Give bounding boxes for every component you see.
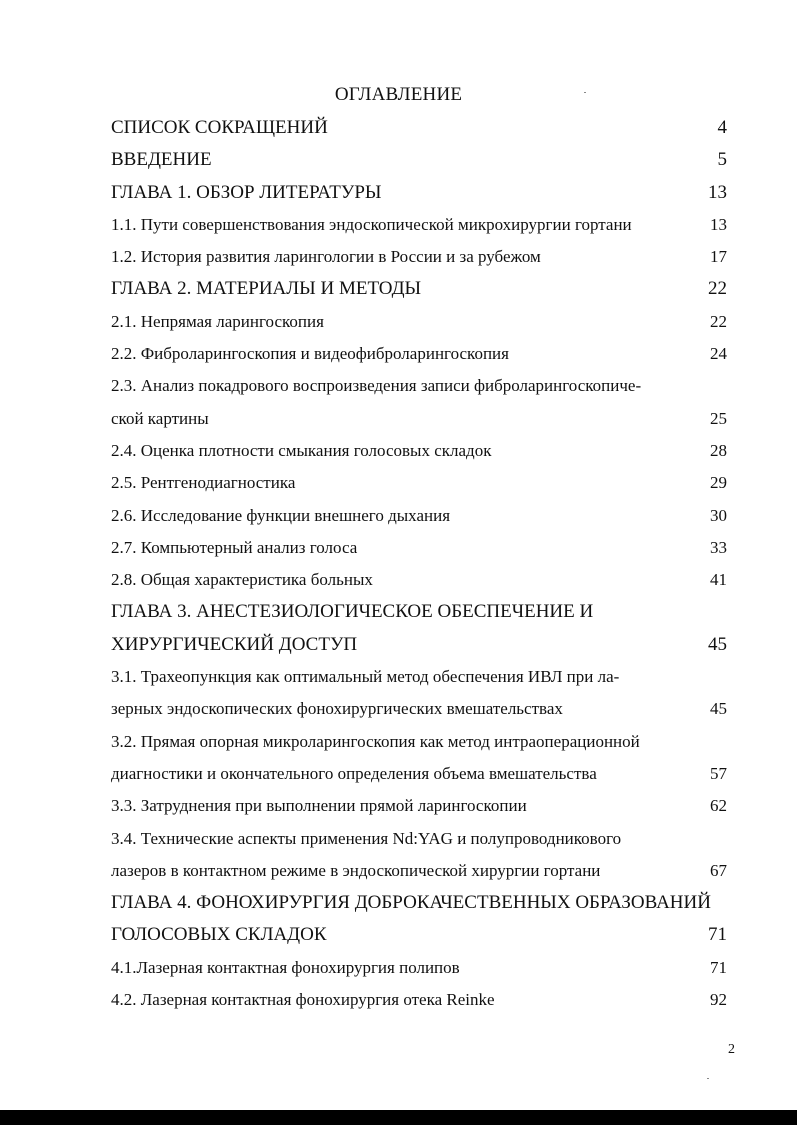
toc-row <box>111 823 727 855</box>
toc-entry-text: 1.1. Пути совершенствования эндоскопической микрохирургии гортани <box>111 214 632 234</box>
toc-entry-text: ГЛАВА 3. АНЕСТЕЗИОЛОГИЧЕСКОЕ ОБЕСПЕЧЕНИЕ И <box>111 601 594 623</box>
toc-entry-text: ХИРУРГИЧЕСКИЙ ДОСТУП <box>111 633 358 655</box>
toc-entry-page: 62 <box>710 796 727 816</box>
toc-entry-text: 2.3. Анализ покадрового воспроизведения записи фиброларингоскопиче- <box>111 376 642 396</box>
toc-row <box>111 370 727 402</box>
toc-entry-page: 25 <box>710 408 727 428</box>
toc-row <box>111 177 727 209</box>
toc-row <box>111 500 727 532</box>
toc-row <box>111 596 727 628</box>
toc-row <box>111 532 727 564</box>
toc-row <box>111 919 727 951</box>
toc-entry-text: ВВЕДЕНИЕ <box>111 149 212 171</box>
toc-entry-text: диагностики и окончательного определения объема вмешательства <box>111 763 597 783</box>
toc-entry-page: 5 <box>717 149 727 171</box>
toc-entry-text: ской картины <box>111 408 209 428</box>
toc-entry-text: СПИСОК СОКРАЩЕНИЙ <box>111 117 328 138</box>
toc-entry-page: 24 <box>710 344 727 364</box>
toc-entry-text: ГЛАВА 1. ОБЗОР ЛИТЕРАТУРЫ <box>111 181 382 203</box>
scan-speck <box>707 1078 709 1079</box>
page-number: 2 <box>728 1042 735 1057</box>
toc-entry-page: 22 <box>708 278 727 300</box>
toc-entry-page: 17 <box>710 247 727 267</box>
toc-entry-text: 2.1. Непрямая ларингоскопия <box>111 311 324 331</box>
toc-entry-text: 3.4. Технические аспекты применения Nd:YAG и полупроводникового <box>111 828 622 848</box>
toc-entry-text: 4.1.Лазерная контактная фонохирургия полипов <box>111 957 460 977</box>
toc-entry-page: 4 <box>717 117 727 138</box>
toc-row <box>111 112 727 144</box>
toc-entry-page: 57 <box>710 763 727 783</box>
toc-entry-page: 30 <box>710 505 727 525</box>
toc-entry-text: 3.3. Затруднения при выполнении прямой ларингоскопии <box>111 796 527 816</box>
toc-entry-page: 13 <box>710 214 727 234</box>
toc-entry-text: 3.1. Трахеопункция как оптимальный метод обеспечения ИВЛ при ла- <box>111 667 620 687</box>
toc-row <box>111 726 727 758</box>
toc-entry-page: 41 <box>710 570 727 590</box>
toc-entry-text: 2.5. Рентгенодиагностика <box>111 473 296 493</box>
table-of-contents <box>111 112 727 1016</box>
toc-entry-text: ГОЛОСОВЫХ СКЛАДОК <box>111 924 327 946</box>
toc-entry-text: 2.2. Фиброларингоскопия и видеофиброларингоскопия <box>111 344 509 364</box>
toc-row <box>111 338 727 370</box>
toc-row <box>111 790 727 822</box>
toc-row <box>111 144 727 176</box>
toc-entry-page: 45 <box>710 699 727 719</box>
toc-entry-text: ГЛАВА 2. МАТЕРИАЛЫ И МЕТОДЫ <box>111 278 422 300</box>
toc-entry-page: 67 <box>710 860 727 880</box>
toc-row <box>111 403 727 435</box>
toc-entry-page: 22 <box>710 311 727 331</box>
toc-entry-page: 45 <box>708 633 727 655</box>
toc-entry-text: 4.2. Лазерная контактная фонохирургия отека Reinke <box>111 990 495 1010</box>
toc-entry-text: зерных эндоскопических фонохирургических вмешательствах <box>111 699 563 719</box>
toc-entry-page: 71 <box>708 924 727 946</box>
toc-row <box>111 887 727 919</box>
toc-row <box>111 855 727 887</box>
toc-row <box>111 984 727 1016</box>
toc-entry-page: 33 <box>710 537 727 557</box>
toc-row <box>111 629 727 661</box>
toc-entry-text: 2.6. Исследование функции внешнего дыхания <box>111 505 451 525</box>
toc-row <box>111 306 727 338</box>
toc-entry-text: 3.2. Прямая опорная микроларингоскопия как метод интраоперационной <box>111 731 640 751</box>
toc-row <box>111 661 727 693</box>
toc-entry-text: 2.4. Оценка плотности смыкания голосовых складок <box>111 440 492 460</box>
toc-row <box>111 758 727 790</box>
toc-entry-text: лазеров в контактном режиме в эндоскопической хирургии гортани <box>111 860 601 880</box>
toc-entry-page: 71 <box>710 957 727 977</box>
scan-edge-bar <box>0 1110 797 1125</box>
toc-row <box>111 241 727 273</box>
toc-row <box>111 273 727 305</box>
toc-row <box>111 693 727 725</box>
toc-entry-text: 2.8. Общая характеристика больных <box>111 570 373 590</box>
toc-entry-text: ГЛАВА 4. ФОНОХИРУРГИЯ ДОБРОКАЧЕСТВЕННЫХ ОБРАЗОВАНИЙ <box>111 892 711 914</box>
toc-entry-page: 92 <box>710 990 727 1010</box>
toc-row <box>111 435 727 467</box>
toc-row <box>111 467 727 499</box>
scan-speck <box>584 92 586 93</box>
page-title: ОГЛАВЛЕНИЕ <box>334 84 463 105</box>
toc-row <box>111 952 727 984</box>
toc-row <box>111 564 727 596</box>
toc-entry-text: 1.2. История развития ларингологии в России и за рубежом <box>111 247 541 267</box>
toc-row <box>111 209 727 241</box>
toc-entry-page: 29 <box>710 473 727 493</box>
toc-entry-text: 2.7. Компьютерный анализ голоса <box>111 537 358 557</box>
toc-entry-page: 28 <box>710 440 727 460</box>
toc-entry-page: 13 <box>708 181 727 203</box>
